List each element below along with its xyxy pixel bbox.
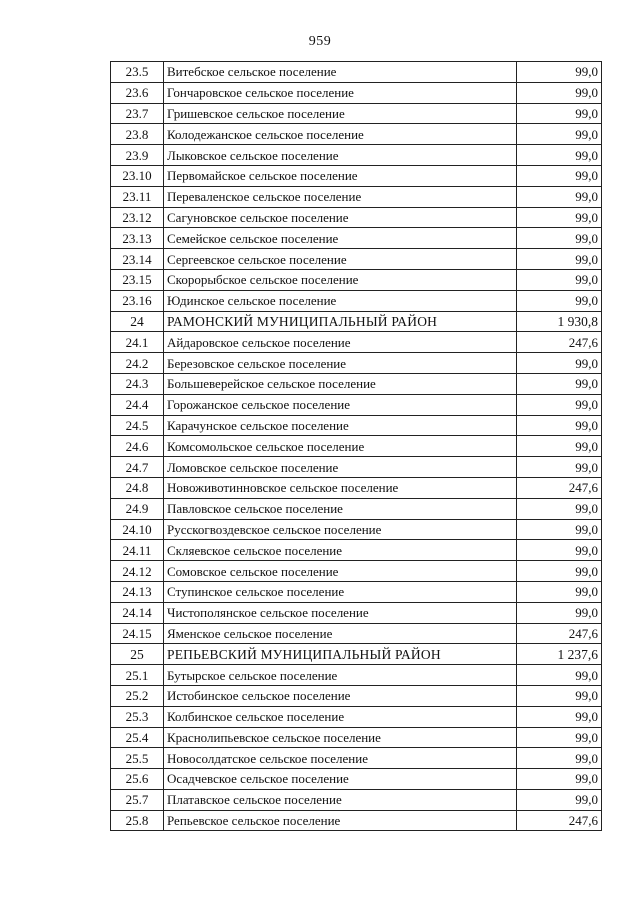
table-row <box>111 727 602 748</box>
row-value: 99,0 <box>517 207 602 228</box>
row-number: 25.6 <box>111 769 164 790</box>
row-value: 99,0 <box>517 290 602 311</box>
row-value: 99,0 <box>517 498 602 519</box>
row-name: РЕПЬЕВСКИЙ МУНИЦИПАЛЬНЫЙ РАЙОН <box>164 644 517 665</box>
row-name: Айдаровское сельское поселение <box>164 332 517 353</box>
row-name: Ступинское сельское поселение <box>164 581 517 602</box>
row-number: 24.15 <box>111 623 164 644</box>
table-row <box>111 124 602 145</box>
row-value: 99,0 <box>517 665 602 686</box>
table-row <box>111 581 602 602</box>
row-number: 23.7 <box>111 103 164 124</box>
row-value: 99,0 <box>517 165 602 186</box>
row-value: 99,0 <box>517 602 602 623</box>
page-number: 959 <box>308 34 332 49</box>
row-number: 23.16 <box>111 290 164 311</box>
row-value: 99,0 <box>517 62 602 83</box>
row-name: Юдинское сельское поселение <box>164 290 517 311</box>
row-number: 24.2 <box>111 353 164 374</box>
row-number: 25.2 <box>111 685 164 706</box>
table-row <box>111 145 602 166</box>
row-name: Большеверейское сельское поселение <box>164 373 517 394</box>
row-value: 99,0 <box>517 685 602 706</box>
row-name: Комсомольское сельское поселение <box>164 436 517 457</box>
row-number: 24.14 <box>111 602 164 623</box>
row-number: 23.10 <box>111 165 164 186</box>
table-row <box>111 498 602 519</box>
row-value: 247,6 <box>517 810 602 831</box>
table-row <box>111 165 602 186</box>
table-row <box>111 810 602 831</box>
row-number: 24.12 <box>111 561 164 582</box>
row-name: Скорорыбское сельское поселение <box>164 269 517 290</box>
row-name: Сагуновское сельское поселение <box>164 207 517 228</box>
row-number: 24.13 <box>111 581 164 602</box>
row-value: 99,0 <box>517 561 602 582</box>
row-name: Павловское сельское поселение <box>164 498 517 519</box>
row-value: 99,0 <box>517 186 602 207</box>
row-number: 24.9 <box>111 498 164 519</box>
table-row <box>111 82 602 103</box>
row-number: 23.5 <box>111 62 164 83</box>
row-number: 23.13 <box>111 228 164 249</box>
row-name: Яменское сельское поселение <box>164 623 517 644</box>
row-name: Бутырское сельское поселение <box>164 665 517 686</box>
row-number: 25.5 <box>111 748 164 769</box>
row-value: 99,0 <box>517 353 602 374</box>
table-row <box>111 186 602 207</box>
row-number: 24.1 <box>111 332 164 353</box>
row-value: 99,0 <box>517 373 602 394</box>
table-row <box>111 561 602 582</box>
row-number: 23.11 <box>111 186 164 207</box>
row-name: Семейское сельское поселение <box>164 228 517 249</box>
row-number: 25.8 <box>111 810 164 831</box>
row-value: 99,0 <box>517 394 602 415</box>
row-number: 25 <box>111 644 164 665</box>
table-row <box>111 477 602 498</box>
row-number: 23.6 <box>111 82 164 103</box>
table-row <box>111 332 602 353</box>
row-name: Русскогвоздевское сельское поселение <box>164 519 517 540</box>
row-number: 24.8 <box>111 477 164 498</box>
table-row <box>111 706 602 727</box>
table-row <box>111 207 602 228</box>
row-name: Лыковское сельское поселение <box>164 145 517 166</box>
row-number: 23.15 <box>111 269 164 290</box>
row-value: 99,0 <box>517 769 602 790</box>
row-value: 99,0 <box>517 415 602 436</box>
row-name: Березовское сельское поселение <box>164 353 517 374</box>
row-number: 24.11 <box>111 540 164 561</box>
row-number: 24.7 <box>111 457 164 478</box>
row-value: 99,0 <box>517 249 602 270</box>
row-name: РАМОНСКИЙ МУНИЦИПАЛЬНЫЙ РАЙОН <box>164 311 517 332</box>
table-row <box>111 519 602 540</box>
table-row <box>111 353 602 374</box>
row-value: 1 237,6 <box>517 644 602 665</box>
allocation-table <box>110 61 602 831</box>
table-row <box>111 373 602 394</box>
table-row <box>111 665 602 686</box>
table-row <box>111 789 602 810</box>
row-number: 24.3 <box>111 373 164 394</box>
row-name: Гончаровское сельское поселение <box>164 82 517 103</box>
row-name: Новосолдатское сельское поселение <box>164 748 517 769</box>
table-row <box>111 748 602 769</box>
row-name: Карачунское сельское поселение <box>164 415 517 436</box>
row-value: 99,0 <box>517 103 602 124</box>
row-value: 99,0 <box>517 124 602 145</box>
row-number: 25.3 <box>111 706 164 727</box>
row-number: 25.7 <box>111 789 164 810</box>
row-value: 247,6 <box>517 477 602 498</box>
table-row <box>111 62 602 83</box>
row-name: Колбинское сельское поселение <box>164 706 517 727</box>
row-name: Платавское сельское поселение <box>164 789 517 810</box>
row-value: 247,6 <box>517 623 602 644</box>
row-name: Репьевское сельское поселение <box>164 810 517 831</box>
table-row <box>111 540 602 561</box>
row-value: 1 930,8 <box>517 311 602 332</box>
row-value: 247,6 <box>517 332 602 353</box>
row-name: Сергеевское сельское поселение <box>164 249 517 270</box>
row-value: 99,0 <box>517 581 602 602</box>
row-value: 99,0 <box>517 269 602 290</box>
row-number: 24 <box>111 311 164 332</box>
row-value: 99,0 <box>517 436 602 457</box>
row-number: 24.6 <box>111 436 164 457</box>
row-name: Ломовское сельское поселение <box>164 457 517 478</box>
row-value: 99,0 <box>517 727 602 748</box>
table-row <box>111 602 602 623</box>
row-name: Горожанское сельское поселение <box>164 394 517 415</box>
row-name: Скляевское сельское поселение <box>164 540 517 561</box>
row-value: 99,0 <box>517 748 602 769</box>
row-value: 99,0 <box>517 789 602 810</box>
row-number: 23.9 <box>111 145 164 166</box>
row-value: 99,0 <box>517 82 602 103</box>
row-number: 25.1 <box>111 665 164 686</box>
row-name: Первомайское сельское поселение <box>164 165 517 186</box>
table-row <box>111 436 602 457</box>
district-row <box>111 644 602 665</box>
row-value: 99,0 <box>517 457 602 478</box>
row-number: 24.10 <box>111 519 164 540</box>
row-name: Сомовское сельское поселение <box>164 561 517 582</box>
row-name: Истобинское сельское поселение <box>164 685 517 706</box>
row-name: Новоживотинновское сельское поселение <box>164 477 517 498</box>
row-name: Краснолипьевское сельское поселение <box>164 727 517 748</box>
table-row <box>111 394 602 415</box>
row-value: 99,0 <box>517 540 602 561</box>
table-row <box>111 290 602 311</box>
row-name: Переваленское сельское поселение <box>164 186 517 207</box>
row-value: 99,0 <box>517 145 602 166</box>
row-value: 99,0 <box>517 519 602 540</box>
row-value: 99,0 <box>517 228 602 249</box>
district-row <box>111 311 602 332</box>
row-number: 24.4 <box>111 394 164 415</box>
row-name: Гришевское сельское поселение <box>164 103 517 124</box>
row-number: 24.5 <box>111 415 164 436</box>
table-row <box>111 269 602 290</box>
table-row <box>111 457 602 478</box>
table-body <box>111 62 602 831</box>
table-row <box>111 685 602 706</box>
row-number: 23.12 <box>111 207 164 228</box>
table-row <box>111 103 602 124</box>
row-number: 23.8 <box>111 124 164 145</box>
table-row <box>111 415 602 436</box>
row-name: Чистополянское сельское поселение <box>164 602 517 623</box>
row-name: Осадчевское сельское поселение <box>164 769 517 790</box>
table-row <box>111 623 602 644</box>
row-number: 25.4 <box>111 727 164 748</box>
row-name: Витебское сельское поселение <box>164 62 517 83</box>
row-value: 99,0 <box>517 706 602 727</box>
row-number: 23.14 <box>111 249 164 270</box>
table-row <box>111 228 602 249</box>
table-row <box>111 249 602 270</box>
row-name: Колодежанское сельское поселение <box>164 124 517 145</box>
table-row <box>111 769 602 790</box>
